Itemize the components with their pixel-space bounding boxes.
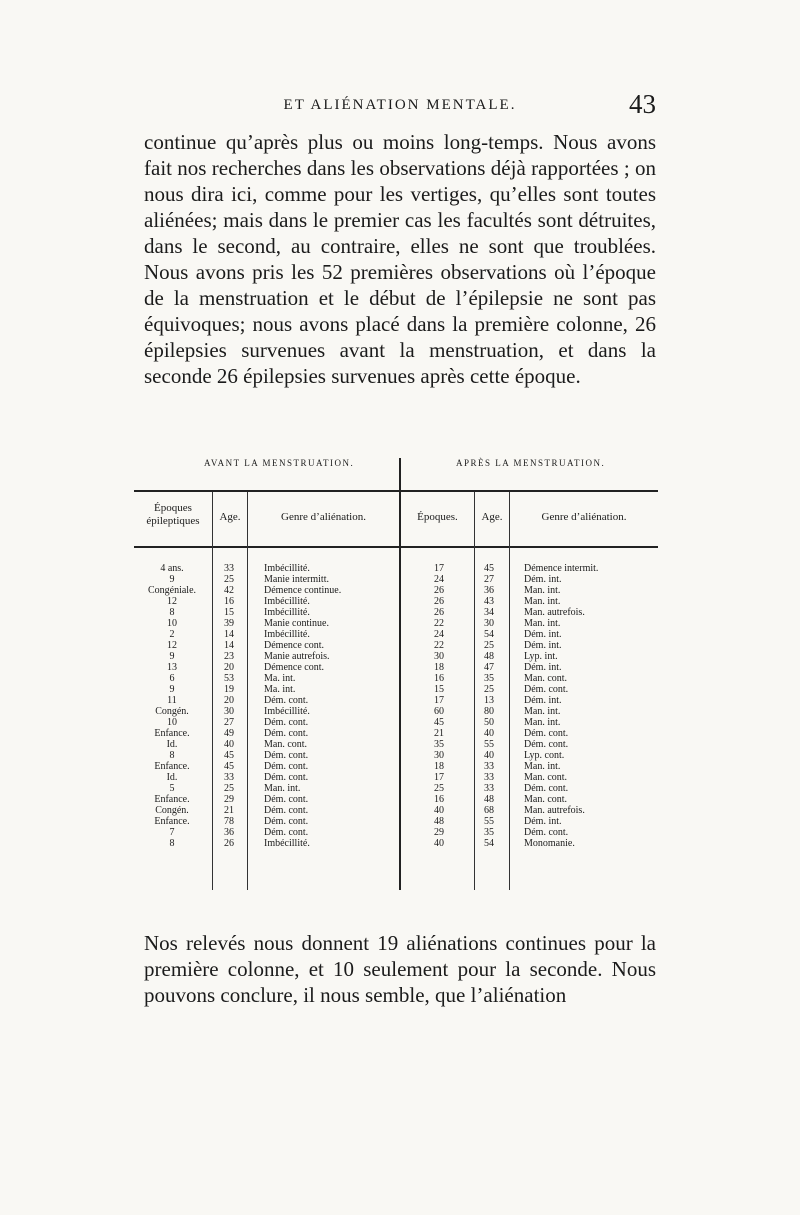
- cell-right-epoque: 40: [434, 838, 444, 849]
- cell-left-epoque: 6: [169, 673, 175, 684]
- cell-right-genre: Dém. cont.: [524, 684, 569, 695]
- cell-left-epoque: 13: [167, 662, 177, 673]
- cell-right-genre: Dém. cont.: [524, 728, 569, 739]
- cell-right-genre: Dém. cont.: [524, 739, 569, 750]
- cell-right-genre: Man. int.: [524, 596, 561, 607]
- cell-left-epoque: 7: [169, 827, 175, 838]
- cell-right-age: 40: [484, 750, 494, 761]
- caption-avant: AVANT LA MENSTRUATION.: [204, 458, 355, 468]
- cell-left-age: 16: [224, 596, 234, 607]
- cell-left-epoque: Congéniale.: [147, 585, 197, 596]
- cell-right-genre: Man. cont.: [524, 794, 568, 805]
- cell-left-age: 30: [224, 706, 234, 717]
- cell-right-age: 35: [484, 827, 494, 838]
- cell-right-genre: Dém. int.: [524, 629, 562, 640]
- cell-left-age: 36: [224, 827, 234, 838]
- cell-left-age: 26: [224, 838, 234, 849]
- table-row: [134, 783, 658, 794]
- cell-left-epoque: 2: [169, 629, 175, 640]
- cell-left-epoque: 8: [169, 750, 175, 761]
- cell-left-epoque: 10: [167, 618, 177, 629]
- cell-right-epoque: 29: [434, 827, 444, 838]
- cell-left-age: 45: [224, 761, 234, 772]
- cell-left-genre: Man. cont.: [264, 739, 308, 750]
- cell-right-genre: Man. autrefois.: [524, 607, 585, 618]
- table-body: [134, 563, 658, 849]
- cell-left-epoque: Enfance.: [154, 816, 190, 827]
- cell-left-genre: Ma. int.: [264, 684, 296, 695]
- cell-left-age: 33: [224, 563, 234, 574]
- cell-right-age: 34: [484, 607, 494, 618]
- cell-right-age: 33: [484, 783, 494, 794]
- cell-left-epoque: 10: [167, 717, 177, 728]
- cell-right-epoque: 26: [434, 585, 444, 596]
- table-row: [134, 816, 658, 827]
- page-number: 43: [629, 89, 656, 119]
- cell-left-age: 45: [224, 750, 234, 761]
- cell-left-epoque: Congén.: [155, 805, 189, 816]
- cell-left-genre: Dém. cont.: [264, 695, 309, 706]
- cell-right-genre: Monomanie.: [524, 838, 575, 849]
- paragraph-1: continue qu’après plus ou moins long-temps. Nous avons fait nos recherches dans les observations déjà rapportées ; on nous dira ici, comme pour les vertiges, qu’elles sont toutes aliénées; mais dans le premier cas les facultés sont détruites, dans le second, au contraire, elles ne sont que troublées. Nous avons pris les 52 premières observations où l’époque de la menstruation et le début de l’épilepsie ne sont pas équivoques; nous avons placé dans la première colonne, 26 épilepsies survenues avant la menstruation, et dans la seconde 26 épilepsies survenues après cette époque.: [144, 130, 656, 388]
- cell-left-age: 39: [224, 618, 234, 629]
- cell-left-age: 19: [224, 684, 234, 695]
- running-header: [144, 91, 656, 121]
- running-title: ET ALIÉNATION MENTALE.: [283, 97, 517, 113]
- table-row: [134, 805, 658, 816]
- cell-left-genre: Dém. cont.: [264, 750, 309, 761]
- th-right-epoques: Époques.: [417, 511, 458, 523]
- cell-right-epoque: 25: [434, 783, 444, 794]
- cell-right-epoque: 35: [434, 739, 444, 750]
- cell-left-genre: Dém. cont.: [264, 717, 309, 728]
- menstruation-table: [134, 458, 658, 890]
- cell-right-genre: Dém. int.: [524, 574, 562, 585]
- cell-right-age: 80: [484, 706, 494, 717]
- paragraph-2: Nos relevés nous donnent 19 aliénations continues pour la première colonne, et 10 seulement pour la seconde. Nous pouvons conclure, il nous semble, que l’aliénation: [144, 931, 656, 1007]
- table-row: [134, 706, 658, 717]
- table-row: [134, 695, 658, 706]
- cell-left-epoque: 9: [169, 651, 175, 662]
- table-row: [134, 684, 658, 695]
- cell-left-epoque: 12: [167, 640, 177, 651]
- cell-right-epoque: 24: [434, 629, 444, 640]
- cell-left-age: 20: [224, 695, 234, 706]
- cell-right-genre: Dém. int.: [524, 816, 562, 827]
- cell-right-genre: Man. int.: [524, 761, 561, 772]
- cell-right-epoque: 15: [434, 684, 444, 695]
- cell-right-epoque: 18: [434, 662, 444, 673]
- cell-right-epoque: 17: [434, 563, 444, 574]
- cell-left-age: 23: [224, 651, 234, 662]
- cell-right-age: 33: [484, 772, 494, 783]
- caption-apres: APRÈS LA MENSTRUATION.: [456, 458, 606, 468]
- cell-right-epoque: 26: [434, 607, 444, 618]
- cell-right-epoque: 18: [434, 761, 444, 772]
- cell-right-age: 54: [484, 629, 494, 640]
- cell-right-epoque: 48: [434, 816, 444, 827]
- table-row: [134, 651, 658, 662]
- cell-left-genre: Dém. cont.: [264, 827, 309, 838]
- table-row: [134, 673, 658, 684]
- cell-right-genre: Dém. int.: [524, 695, 562, 706]
- table-row: [134, 596, 658, 607]
- cell-left-age: 29: [224, 794, 234, 805]
- table-row: [134, 827, 658, 838]
- cell-left-epoque: 9: [169, 574, 175, 585]
- table-row: [134, 585, 658, 596]
- cell-right-genre: Dém. cont.: [524, 783, 569, 794]
- cell-left-age: 14: [224, 629, 234, 640]
- cell-right-age: 68: [484, 805, 494, 816]
- cell-left-age: 40: [224, 739, 234, 750]
- cell-left-age: 27: [224, 717, 234, 728]
- cell-right-genre: Man. int.: [524, 585, 561, 596]
- cell-left-epoque: 8: [169, 838, 175, 849]
- cell-left-genre: Imbécillité.: [264, 629, 310, 640]
- cell-right-age: 48: [484, 651, 494, 662]
- cell-right-age: 36: [484, 585, 494, 596]
- cell-left-genre: Imbécillité.: [264, 607, 310, 618]
- cell-left-genre: Imbécillité.: [264, 596, 310, 607]
- th-left-age: Age.: [219, 511, 241, 523]
- cell-left-genre: Imbécillité.: [264, 563, 310, 574]
- cell-left-epoque: 12: [167, 596, 177, 607]
- table-row: [134, 838, 658, 849]
- cell-right-age: 43: [484, 596, 494, 607]
- cell-left-epoque: Id.: [166, 739, 178, 750]
- th-right-age: Age.: [481, 511, 503, 523]
- cell-right-epoque: 22: [434, 618, 444, 629]
- table-row: [134, 717, 658, 728]
- cell-right-epoque: 45: [434, 717, 444, 728]
- cell-left-age: 15: [224, 607, 234, 618]
- cell-left-genre: Dém. cont.: [264, 794, 309, 805]
- cell-right-genre: Man. cont.: [524, 673, 568, 684]
- table-row: [134, 761, 658, 772]
- cell-left-genre: Man. int.: [264, 783, 301, 794]
- cell-right-epoque: 22: [434, 640, 444, 651]
- table-row: [134, 728, 658, 739]
- cell-left-genre: Manie continue.: [264, 618, 329, 629]
- cell-right-genre: Démence intermit.: [524, 563, 599, 574]
- cell-left-age: 42: [224, 585, 234, 596]
- cell-right-age: 55: [484, 739, 494, 750]
- cell-left-genre: Dém. cont.: [264, 761, 309, 772]
- cell-left-genre: Manie intermitt.: [264, 574, 329, 585]
- cell-right-age: 47: [484, 662, 494, 673]
- cell-left-epoque: 11: [167, 695, 177, 706]
- table-row: [134, 794, 658, 805]
- cell-right-genre: Man. int.: [524, 618, 561, 629]
- cell-left-genre: Démence cont.: [264, 662, 324, 673]
- cell-right-age: 50: [484, 717, 494, 728]
- th-left-epoques: Époques épileptiques: [146, 502, 200, 527]
- cell-right-epoque: 17: [434, 695, 444, 706]
- cell-right-epoque: 17: [434, 772, 444, 783]
- cell-right-epoque: 21: [434, 728, 444, 739]
- cell-right-age: 35: [484, 673, 494, 684]
- cell-right-age: 48: [484, 794, 494, 805]
- table-row: [134, 574, 658, 585]
- cell-right-epoque: 60: [434, 706, 444, 717]
- cell-left-age: 33: [224, 772, 234, 783]
- cell-left-genre: Manie autrefois.: [264, 651, 330, 662]
- table-row: [134, 563, 658, 574]
- cell-right-genre: Lyp. cont.: [524, 750, 565, 761]
- cell-right-epoque: 30: [434, 750, 444, 761]
- cell-left-epoque: Enfance.: [154, 728, 190, 739]
- cell-right-genre: Dém. int.: [524, 662, 562, 673]
- cell-right-age: 27: [484, 574, 494, 585]
- cell-left-age: 25: [224, 574, 234, 585]
- table-row: [134, 629, 658, 640]
- cell-left-epoque: 8: [169, 607, 175, 618]
- cell-right-genre: Man. int.: [524, 717, 561, 728]
- cell-right-genre: Man. cont.: [524, 772, 568, 783]
- table-row: [134, 640, 658, 651]
- cell-right-age: 55: [484, 816, 494, 827]
- cell-left-epoque: 9: [169, 684, 175, 695]
- cell-left-genre: Imbécillité.: [264, 838, 310, 849]
- cell-left-age: 21: [224, 805, 234, 816]
- cell-right-age: 54: [484, 838, 494, 849]
- cell-left-genre: Ma. int.: [264, 673, 296, 684]
- cell-right-genre: Man. int.: [524, 706, 561, 717]
- cell-left-genre: Démence continue.: [264, 585, 342, 596]
- cell-right-epoque: 30: [434, 651, 444, 662]
- cell-left-genre: Dém. cont.: [264, 772, 309, 783]
- cell-right-epoque: 40: [434, 805, 444, 816]
- table-row: [134, 750, 658, 761]
- cell-left-epoque: Enfance.: [154, 761, 190, 772]
- cell-left-genre: Démence cont.: [264, 640, 324, 651]
- cell-right-genre: Dém. int.: [524, 640, 562, 651]
- cell-left-epoque: Id.: [166, 772, 178, 783]
- cell-left-age: 14: [224, 640, 234, 651]
- th-left-genre: Genre d’aliénation.: [281, 511, 366, 523]
- cell-right-genre: Lyp. int.: [524, 651, 558, 662]
- cell-left-age: 53: [224, 673, 234, 684]
- table-row: [134, 772, 658, 783]
- cell-right-age: 45: [484, 563, 494, 574]
- th-right-genre: Genre d’aliénation.: [541, 511, 627, 523]
- cell-left-epoque: 4 ans.: [160, 563, 184, 574]
- table-row: [134, 662, 658, 673]
- cell-right-age: 30: [484, 618, 494, 629]
- cell-right-genre: Dém. cont.: [524, 827, 569, 838]
- cell-left-genre: Dém. cont.: [264, 816, 309, 827]
- cell-right-epoque: 16: [434, 794, 444, 805]
- cell-left-epoque: Enfance.: [154, 794, 190, 805]
- cell-right-epoque: 16: [434, 673, 444, 684]
- cell-left-age: 78: [224, 816, 234, 827]
- table-row: [134, 739, 658, 750]
- cell-left-age: 25: [224, 783, 234, 794]
- cell-left-age: 49: [224, 728, 234, 739]
- cell-right-age: 13: [484, 695, 494, 706]
- table-row: [134, 618, 658, 629]
- cell-right-age: 25: [484, 684, 494, 695]
- cell-right-age: 25: [484, 640, 494, 651]
- cell-right-epoque: 24: [434, 574, 444, 585]
- table-row: [134, 607, 658, 618]
- cell-right-epoque: 26: [434, 596, 444, 607]
- cell-left-age: 20: [224, 662, 234, 673]
- cell-left-epoque: Congén.: [155, 706, 189, 717]
- cell-left-genre: Imbécillité.: [264, 706, 310, 717]
- cell-right-age: 40: [484, 728, 494, 739]
- cell-right-genre: Man. autrefois.: [524, 805, 585, 816]
- cell-right-age: 33: [484, 761, 494, 772]
- cell-left-epoque: 5: [169, 783, 175, 794]
- cell-left-genre: Dém. cont.: [264, 805, 309, 816]
- cell-left-genre: Dém. cont.: [264, 728, 309, 739]
